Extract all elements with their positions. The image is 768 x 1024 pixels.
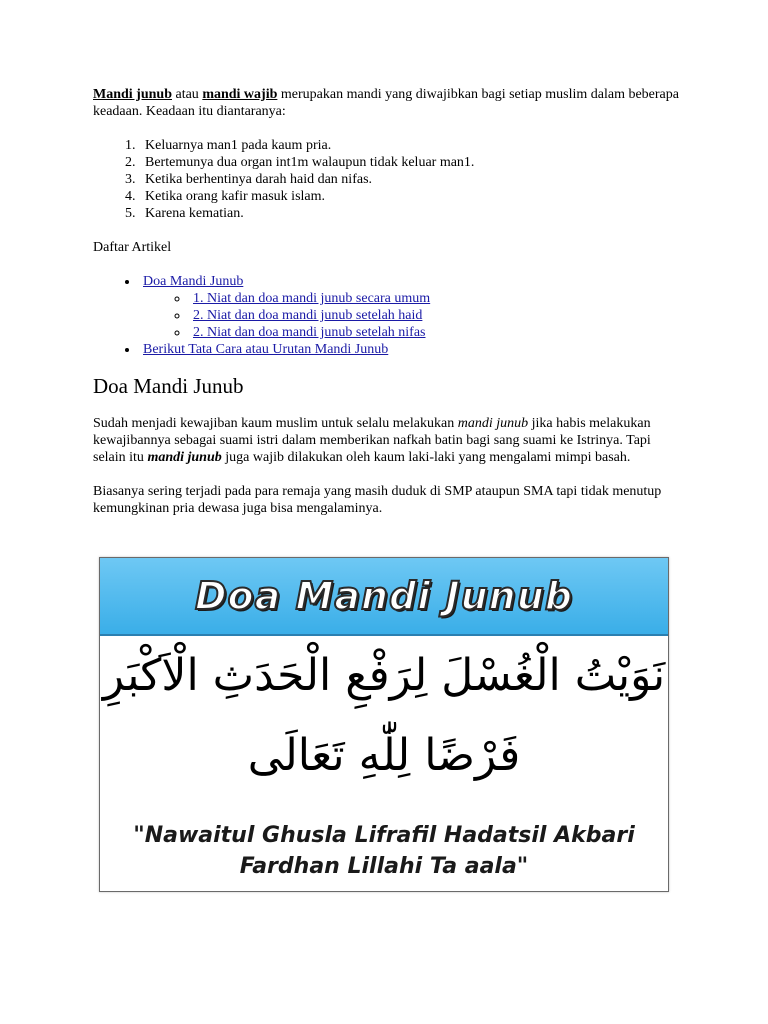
poster-title: Doa Mandi Junub [195,574,573,618]
p1-text-c: juga wajib dilakukan oleh kaum laki-laki yang mengalami mimpi basah. [221,450,631,465]
p1-strong: mandi junub [147,450,222,465]
toc-link-tata-cara[interactable]: Berikut Tata Cara atau Urutan Mandi Junub [143,342,389,357]
conditions-list [93,137,683,222]
toc-link-niat-umum[interactable]: 1. Niat dan doa mandi junub secara umum [193,291,431,306]
intro-paragraph [93,86,683,120]
condition-item: 2. Bertemunya dua organ int1m walaupun tidak keluar man1. [139,154,683,171]
condition-item: 5. Karena kematian. [139,205,683,222]
p1-text-a: Sudah menjadi kewajiban kaum muslim untuk selalu melakukan [93,416,458,431]
toc-subitem [189,290,683,307]
condition-item: 4. Ketika orang kafir masuk islam. [139,188,683,205]
intro-rest: merupakan mandi yang diwajibkan bagi setiap muslim dalam beberapa keadaan. Keadaan itu diantaranya: [93,87,679,119]
section-paragraph-2: Biasanya sering terjadi pada para remaja yang masih duduk di SMP ataupun SMA tapi tidak menutup kemungkinan pria dewasa juga bisa mengalaminya. [93,484,662,516]
section-heading: Doa Mandi Junub [93,374,244,398]
toc-title: Daftar Artikel [93,240,172,255]
poster-arabic-line-1: نَوَيْتُ الْغُسْلَ لِرَفْعِ الْحَدَثِ الْاَكْبَرِ [102,650,666,701]
p1-text-b: jika habis melakukan kewajibannya sebagai suami istri dalam memberikan nafkah batin bagi sang suami ke Istrinya. Tapi selain itu [93,416,651,465]
poster-latin-line-1: "Nawaitul Ghusla Lifrafil Hadatsil Akbari [133,823,635,848]
toc-link-doa-mandi-junub[interactable]: Doa Mandi Junub [143,274,244,289]
poster-header [100,558,668,636]
toc-item [139,341,683,358]
toc-item [139,273,683,341]
condition-item: 1. Keluarnya man1 pada kaum pria. [139,137,683,154]
doa-poster-image [99,557,669,892]
condition-item: 3. Ketika berhentinya darah haid dan nifas. [139,171,683,188]
toc-subitem [189,307,683,324]
poster-arabic-line-2: فَرْضًا لِلّٰهِ تَعَالَى [247,730,521,781]
toc-link-niat-haid[interactable]: 2. Niat dan doa mandi junub setelah haid [193,308,423,323]
toc-subitem [189,324,683,341]
table-of-contents [93,273,683,358]
p1-emphasis: mandi junub [457,416,529,431]
poster-latin-line-2: Fardhan Lillahi Ta aala" [239,854,529,879]
term-mandi-junub: Mandi junub [93,87,172,102]
toc-sublist [143,290,683,341]
toc-link-niat-nifas[interactable]: 2. Niat dan doa mandi junub setelah nifas [193,325,426,340]
article-body [93,86,683,534]
intro-join: atau [171,87,203,102]
section-paragraph-1 [93,415,683,466]
term-mandi-wajib: mandi wajib [202,87,278,102]
